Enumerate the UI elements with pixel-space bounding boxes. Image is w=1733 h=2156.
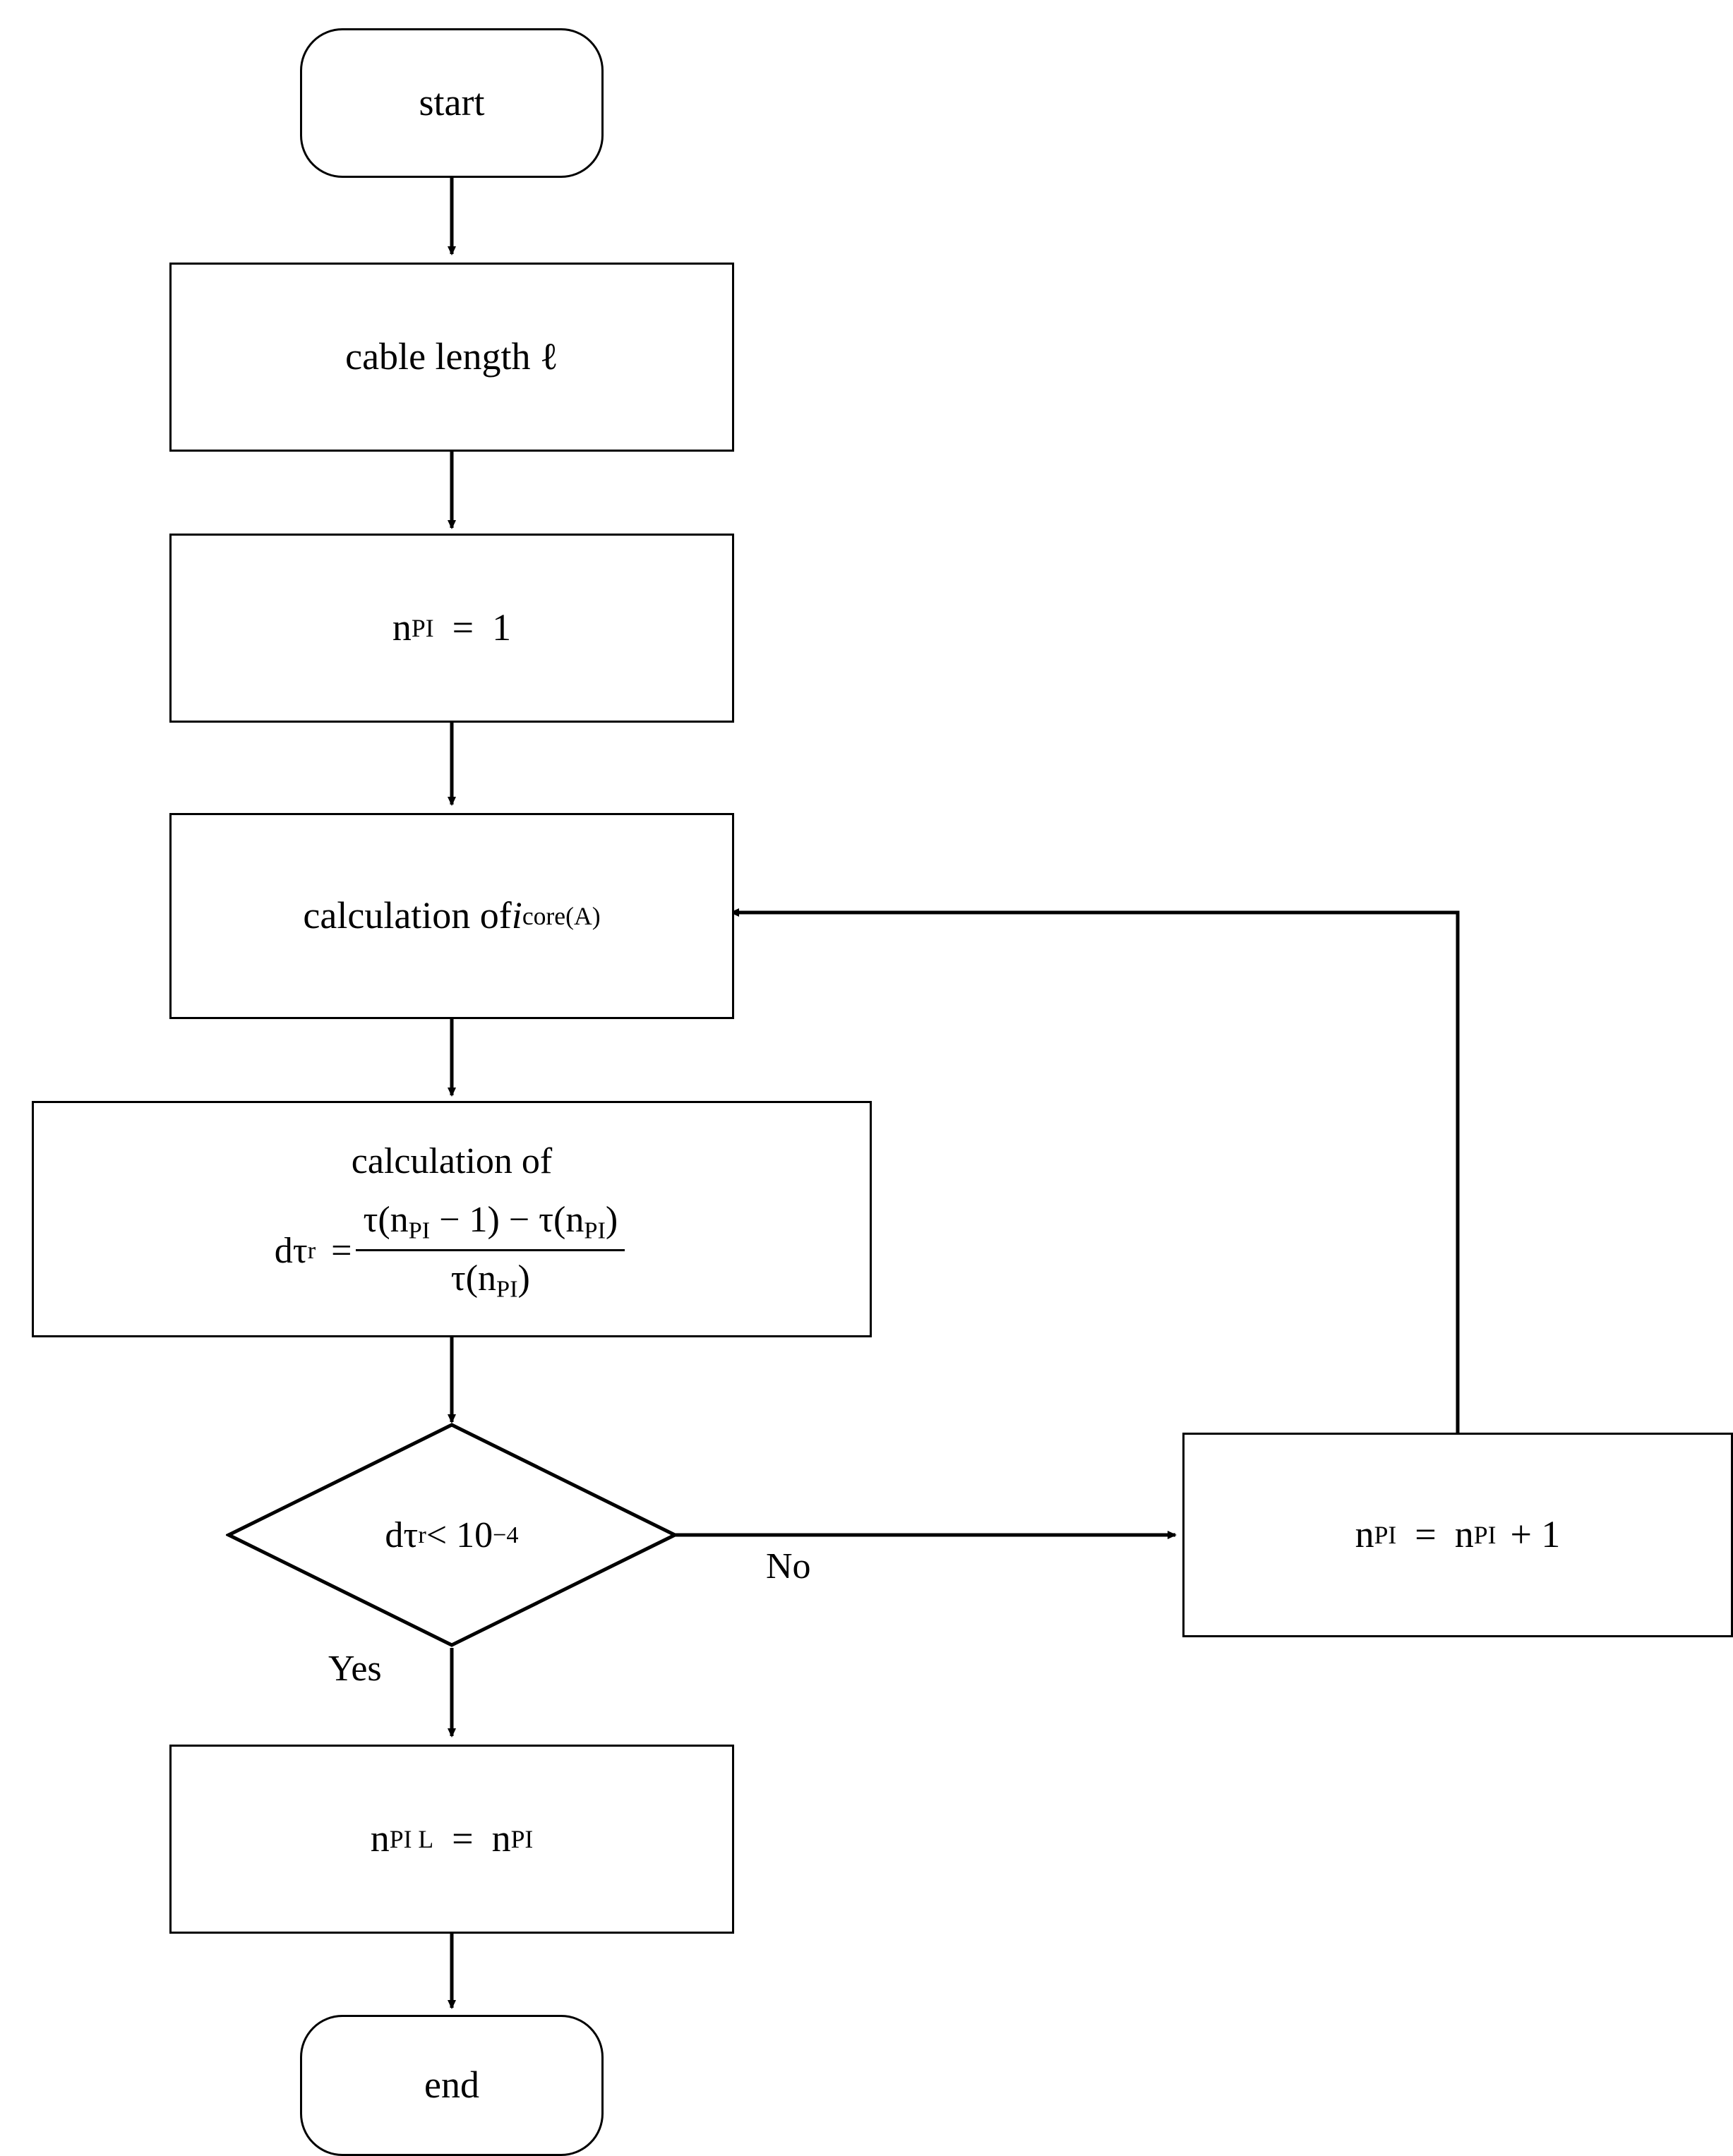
dtau-den-sub: PI <box>496 1275 518 1303</box>
dtau-num-mid: − 1) − τ(n <box>430 1200 584 1240</box>
inc-operator: = <box>1415 1513 1437 1556</box>
decision-relation: < 10 <box>426 1514 493 1555</box>
assign-rhs-var: n <box>491 1817 511 1860</box>
inc-rhs-sub: PI <box>1473 1520 1497 1549</box>
node-init-npi[interactable] <box>169 534 734 723</box>
dtau-num-a: τ(n <box>363 1200 409 1240</box>
node-calculation-dtau-formula <box>275 1197 629 1304</box>
dtau-operator: = <box>331 1230 352 1271</box>
decision-lhs-sub: r <box>418 1521 426 1548</box>
node-calculation-icore-label <box>303 892 600 940</box>
node-start-label: start <box>419 81 485 124</box>
dtau-num-sub2: PI <box>584 1217 606 1244</box>
init-value: 1 <box>492 606 512 649</box>
node-calculation-icore[interactable] <box>169 813 734 1019</box>
assign-var: n <box>370 1817 390 1860</box>
dtau-den-a: τ(n <box>450 1258 497 1299</box>
node-decision-dtau[interactable] <box>226 1422 678 1648</box>
node-assign-npil[interactable] <box>169 1745 734 1934</box>
assign-sub: PI L <box>389 1824 434 1853</box>
dtau-lhs: dτ <box>274 1230 308 1271</box>
assign-rhs-sub: PI <box>510 1824 534 1853</box>
node-assign-npil-label <box>371 1815 534 1863</box>
dtau-numerator <box>356 1197 625 1251</box>
icore-symbol: i <box>511 894 522 937</box>
node-calculation-dtau-line1: calculation of <box>351 1141 553 1181</box>
node-cable-length[interactable] <box>169 263 734 452</box>
dtau-num-sub1: PI <box>408 1217 431 1244</box>
inc-rhs-tail: + 1 <box>1510 1513 1561 1556</box>
node-init-npi-label <box>392 604 511 652</box>
dtau-fraction <box>356 1197 625 1304</box>
edge-label-no-text: No <box>766 1546 811 1586</box>
dtau-denominator <box>356 1251 625 1305</box>
node-decision-label <box>226 1422 678 1648</box>
dtau-lhs-sub: r <box>307 1236 316 1264</box>
node-end-label: end <box>424 2064 479 2107</box>
inc-var: n <box>1355 1513 1374 1556</box>
init-subscript: PI <box>411 613 434 642</box>
dtau-den-end: ) <box>517 1258 530 1299</box>
decision-exponent: −4 <box>493 1521 519 1548</box>
node-increment-npi-label <box>1355 1511 1561 1559</box>
node-end[interactable] <box>300 2015 604 2156</box>
init-operator: = <box>452 606 474 649</box>
node-calculation-dtau[interactable] <box>32 1101 872 1337</box>
dtau-num-end: ) <box>605 1200 618 1240</box>
decision-lhs: dτ <box>385 1514 419 1555</box>
edge-label-yes-text: Yes <box>328 1649 382 1689</box>
edge-label-no <box>766 1546 811 1587</box>
icore-subscript: core(A) <box>522 901 601 930</box>
icore-lead: calculation of <box>303 894 512 937</box>
edge-label-yes <box>328 1648 382 1690</box>
node-cable-length-label: cable length ℓ <box>345 335 558 378</box>
node-increment-npi[interactable] <box>1182 1433 1733 1637</box>
inc-sub: PI <box>1374 1520 1397 1549</box>
node-start[interactable] <box>300 28 604 178</box>
init-var: n <box>392 606 412 649</box>
inc-rhs-var: n <box>1454 1513 1474 1556</box>
assign-operator: = <box>452 1817 474 1860</box>
